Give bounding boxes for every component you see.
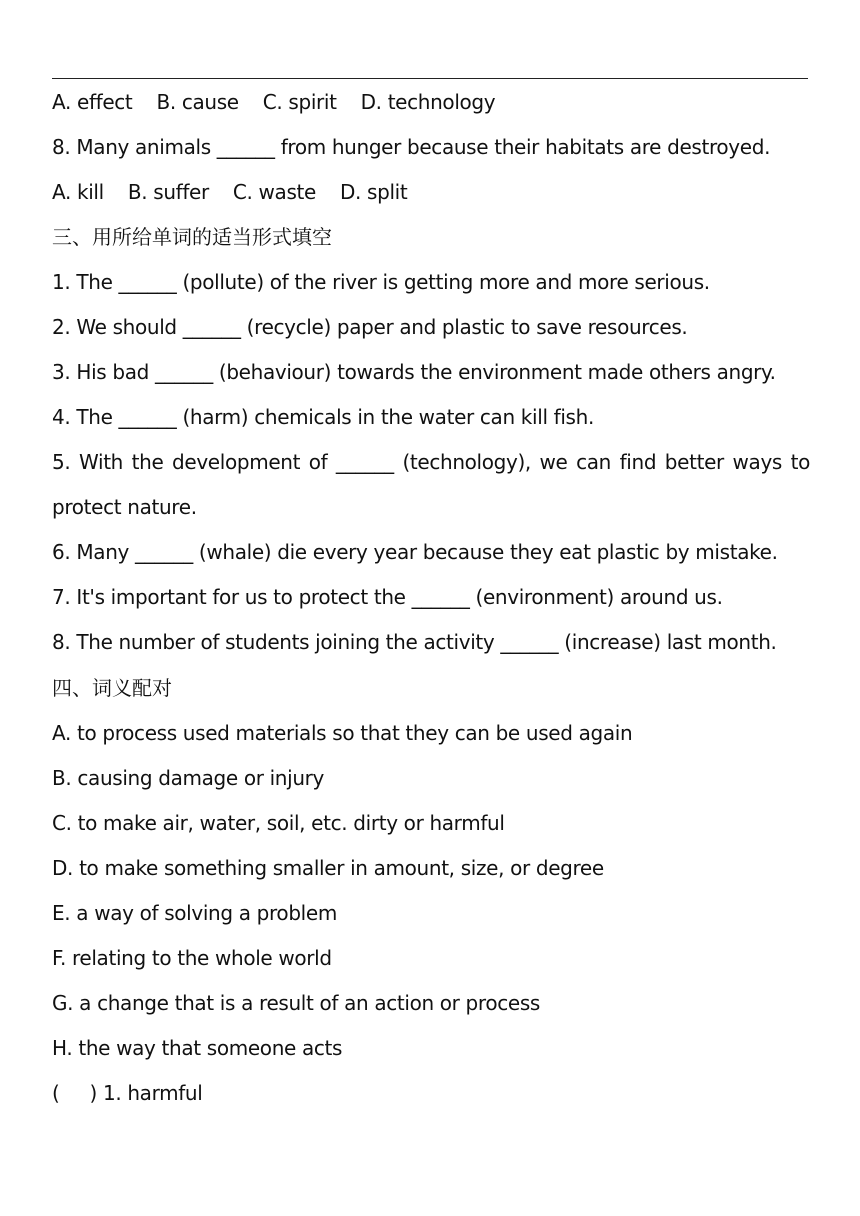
definition-h: H. the way that someone acts xyxy=(52,1036,343,1060)
definition-c: C. to make air, water, soil, etc. dirty or harmful xyxy=(52,811,505,835)
section3-item-7: 7. It's important for us to protect the ______ (environment) around us. xyxy=(52,585,723,609)
section3-title: 三、用所给单词的适当形式填空 xyxy=(52,225,332,249)
match-item-1: ( ) 1. harmful xyxy=(52,1081,203,1105)
q8-options: A. kill B. suffer C. waste D. split xyxy=(52,180,408,204)
section3-item-3: 3. His bad ______ (behaviour) towards the environment made others angry. xyxy=(52,360,776,384)
definition-f: F. relating to the whole world xyxy=(52,946,332,970)
section3-item-6: 6. Many ______ (whale) die every year because they eat plastic by mistake. xyxy=(52,540,778,564)
definition-e: E. a way of solving a problem xyxy=(52,901,337,925)
section3-item-1: 1. The ______ (pollute) of the river is getting more and more serious. xyxy=(52,270,710,294)
section4-title: 四、词义配对 xyxy=(52,676,172,700)
section3-item-5-cont: protect nature. xyxy=(52,495,197,519)
definition-g: G. a change that is a result of an action or process xyxy=(52,991,540,1015)
section3-item-5: 5. With the development of ______ (technology), we can find better ways to xyxy=(52,450,810,474)
definition-a: A. to process used materials so that they can be used again xyxy=(52,721,633,745)
q8-stem: 8. Many animals ______ from hunger because their habitats are destroyed. xyxy=(52,135,771,159)
q7-options: A. effect B. cause C. spirit D. technology xyxy=(52,90,496,114)
definition-b: B. causing damage or injury xyxy=(52,766,325,790)
section3-item-4: 4. The ______ (harm) chemicals in the water can kill fish. xyxy=(52,405,594,429)
definition-d: D. to make something smaller in amount, size, or degree xyxy=(52,856,604,880)
section3-item-8: 8. The number of students joining the activity ______ (increase) last month. xyxy=(52,630,777,654)
header-rule xyxy=(52,78,808,79)
section3-item-2: 2. We should ______ (recycle) paper and plastic to save resources. xyxy=(52,315,688,339)
